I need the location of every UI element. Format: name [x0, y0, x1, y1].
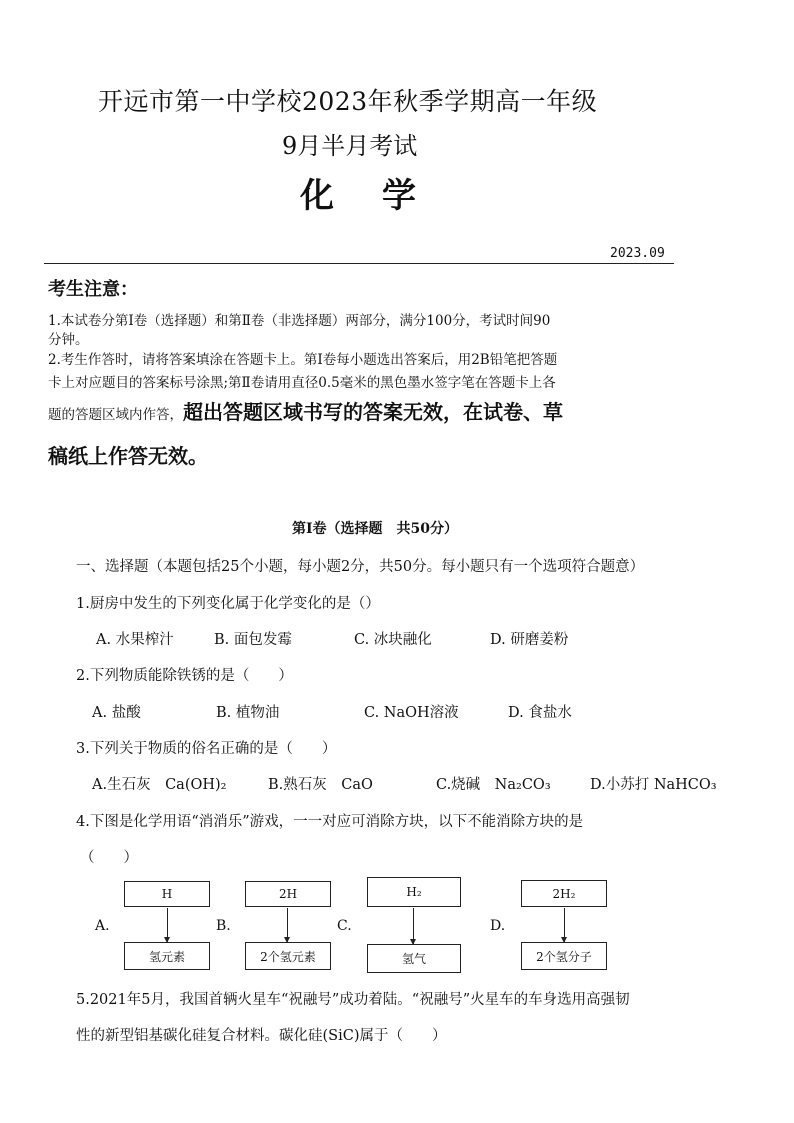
q3-option-b: B.熟石灰 CaO — [268, 777, 373, 793]
q3-option-a: A.生石灰 Ca(OH)₂ — [92, 777, 227, 793]
q4-option-d-letter: D. — [490, 918, 506, 934]
q4-d-arrow-icon — [564, 908, 565, 942]
header-divider — [44, 263, 674, 264]
q1-option-d: D. 研磨姜粉 — [490, 632, 569, 648]
q4-paren: （ ） — [80, 850, 138, 866]
q2-option-b: B. 植物油 — [216, 705, 280, 721]
q4-a-arrow-icon — [167, 908, 168, 942]
exam-title-line1: 开远市第一中学校2023年秋季学期高一年级 — [98, 87, 598, 116]
notice-item2-line3-small: 题的答题区域内作答， — [48, 407, 183, 423]
exam-title-line2: 9月半月考试 — [282, 132, 418, 160]
notice-item2-line3 — [48, 396, 563, 425]
q2-option-c: C. NaOH溶液 — [364, 705, 459, 721]
q4-stem: 4.下图是化学用语“消消乐”游戏，一一对应可消除方块，以下不能消除方块的是 — [76, 814, 584, 830]
q4-option-c-letter: C. — [337, 918, 352, 934]
q4-d-bottom-box: 2个氢分子 — [521, 942, 607, 970]
q1-option-a: A. 水果榨汁 — [96, 632, 174, 648]
q4-d-top-box: 2H₂ — [521, 880, 607, 907]
q1-option-b: B. 面包发霉 — [214, 632, 292, 648]
q4-option-b-letter: B. — [216, 918, 231, 934]
notice-item1-line1: 1.本试卷分第Ⅰ卷（选择题）和第Ⅱ卷（非选择题）两部分，满分100分，考试时间90 — [48, 313, 551, 329]
notice-item2-line2: 卡上对应题目的答案标号涂黑;第Ⅱ卷请用直径0.5毫米的黑色墨水签字笔在答题卡上各 — [48, 375, 556, 391]
section-title: 第Ⅰ卷（选择题 共50分） — [292, 521, 459, 537]
notice-item1-line2: 分钟。 — [48, 332, 89, 348]
q4-b-arrow-icon — [287, 908, 288, 942]
notice-warning-part2: 稿纸上作答无效。 — [48, 444, 208, 468]
q5-stem-line2: 性的新型铝基碳化硅复合材料。碳化硅(SiC)属于（ ） — [76, 1028, 447, 1044]
q2-stem: 2.下列物质能除铁锈的是（ ） — [76, 668, 293, 684]
exam-date: 2023.09 — [610, 246, 665, 261]
q1-stem: 1.厨房中发生的下列变化属于化学变化的是（） — [76, 596, 380, 612]
notice-warning-part1: 超出答题区域书写的答案无效，在试卷、草 — [183, 400, 563, 424]
q3-option-c: C.烧碱 Na₂CO₃ — [436, 777, 551, 793]
q2-option-d: D. 食盐水 — [508, 705, 572, 721]
notice-item2-line1: 2.考生作答时，请将答案填涂在答题卡上。第Ⅰ卷每小题选出答案后，用2B铅笔把答题 — [48, 352, 558, 368]
q4-c-arrow-icon — [413, 908, 414, 944]
q4-option-a-letter: A. — [95, 918, 110, 934]
q4-c-bottom-box: 氢气 — [367, 944, 461, 973]
q3-stem: 3.下列关于物质的俗名正确的是（ ） — [76, 741, 337, 757]
q3-option-d: D.小苏打 NaHCO₃ — [590, 777, 717, 793]
q4-a-bottom-box: 氢元素 — [124, 942, 210, 970]
q4-b-bottom-box: 2个氢元素 — [245, 942, 331, 970]
q5-stem-line1: 5.2021年5月，我国首辆火星车“祝融号”成功着陆。“祝融号”火星车的车身选用高强韧 — [76, 992, 630, 1008]
q1-option-c: C. 冰块融化 — [354, 632, 432, 648]
subject-title: 化学 — [300, 176, 464, 216]
section-instruction: 一、选择题（本题包括25个小题，每小题2分，共50分。每小题只有一个选项符合题意） — [76, 559, 645, 575]
q2-option-a: A. 盐酸 — [92, 705, 141, 721]
q4-c-top-box: H₂ — [367, 877, 461, 907]
q4-a-top-box: H — [124, 881, 210, 907]
notice-heading: 考生注意： — [48, 279, 138, 300]
q4-b-top-box: 2H — [245, 881, 331, 907]
